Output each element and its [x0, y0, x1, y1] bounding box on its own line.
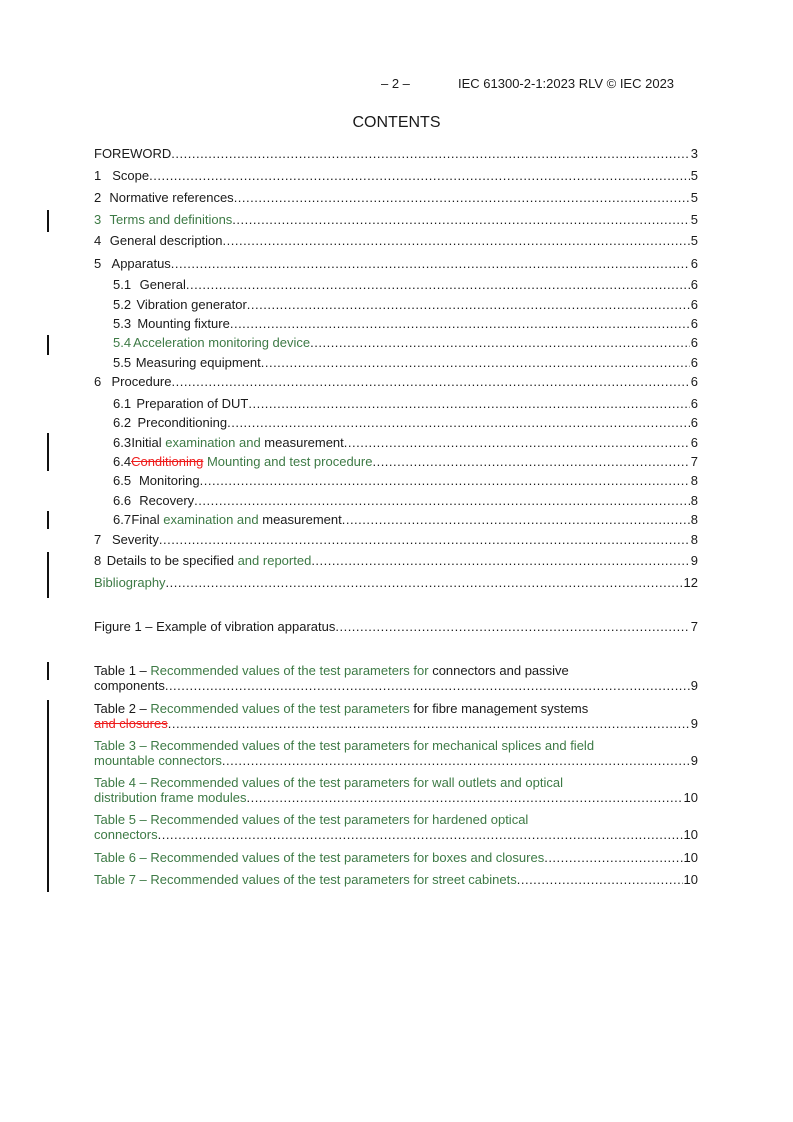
- deleted-text: and closures: [94, 716, 168, 731]
- entry-title: [94, 872, 517, 888]
- page-number: 9: [690, 753, 698, 768]
- entry-title: [112, 374, 172, 390]
- dot-leader: [544, 850, 682, 866]
- entry-text: measurement: [258, 512, 342, 527]
- dot-leader: [171, 374, 689, 390]
- toc-entry[interactable]: [94, 619, 698, 635]
- added-text: distribution frame modules: [94, 790, 247, 805]
- entry-title: [133, 335, 310, 351]
- dot-leader: [246, 790, 682, 806]
- toc-entry[interactable]: [94, 168, 698, 184]
- page-number: 7: [690, 454, 698, 469]
- toc-entry[interactable]: [94, 233, 698, 249]
- toc-entry[interactable]: [94, 454, 698, 470]
- change-bar: [47, 433, 49, 471]
- change-bar: [47, 552, 49, 598]
- added-text: Bibliography: [94, 575, 166, 590]
- change-bar: [47, 511, 49, 529]
- dot-leader: [227, 415, 690, 431]
- page-number: 6: [690, 277, 698, 292]
- page-number: 8: [690, 473, 698, 488]
- entry-title: [94, 850, 544, 866]
- toc-entry[interactable]: [94, 553, 698, 569]
- entry-text: Details to be specified: [106, 553, 238, 568]
- added-text: Recommended values of the test parameters for: [150, 663, 429, 678]
- entry-title: [139, 473, 200, 489]
- toc-entry[interactable]: [94, 335, 698, 351]
- entry-title: [94, 775, 563, 791]
- entry-title: [112, 256, 171, 272]
- entry-text: Table 1 –: [94, 663, 151, 678]
- page-number: 10: [683, 827, 698, 842]
- toc-entry-continuation[interactable]: [94, 827, 698, 843]
- change-bar: [47, 335, 49, 355]
- toc-entry-continuation[interactable]: [94, 790, 698, 806]
- entry-title: [136, 355, 261, 371]
- section-number: 6.4: [113, 454, 132, 469]
- toc-entry-continuation[interactable]: [94, 678, 698, 694]
- toc-entry[interactable]: [94, 190, 698, 206]
- entry-title: [136, 297, 246, 313]
- entry-title-continuation: [94, 716, 168, 732]
- entry-text: Recovery: [139, 493, 195, 508]
- added-text: Terms and definitions: [109, 212, 233, 227]
- toc-entry[interactable]: [94, 316, 698, 332]
- toc-entry[interactable]: [94, 355, 698, 371]
- toc-entry[interactable]: [94, 532, 698, 548]
- change-bar: [47, 210, 49, 232]
- dot-leader: [165, 678, 690, 694]
- entry-title: [109, 212, 232, 228]
- dot-leader: [171, 146, 689, 162]
- added-text: Table 6 – Recommended values of the test parameters for boxes and closures: [94, 850, 545, 865]
- entry-title-continuation: [94, 827, 158, 843]
- section-number: 6.6: [113, 493, 132, 508]
- page-number: 3: [690, 146, 698, 161]
- toc-entry[interactable]: [94, 435, 698, 451]
- entry-title: [94, 701, 588, 717]
- section-number: 6.7: [113, 512, 132, 527]
- dot-leader: [247, 297, 690, 313]
- entry-text: Apparatus: [111, 256, 171, 271]
- toc-entry[interactable]: [94, 212, 698, 228]
- toc-entry[interactable]: [94, 396, 698, 412]
- dot-leader: [230, 316, 690, 332]
- added-text: Table 3 – Recommended values of the test parameters for mechanical splices and field: [94, 738, 595, 753]
- entry-title: [94, 146, 171, 162]
- entry-title: [137, 415, 227, 431]
- dot-leader: [166, 575, 683, 591]
- dot-leader: [261, 355, 690, 371]
- entry-title: [94, 619, 335, 635]
- section-number: 4: [94, 233, 102, 248]
- dot-leader: [248, 396, 689, 412]
- entry-title: [94, 575, 166, 591]
- page-number: 6: [690, 297, 698, 312]
- entry-title: [94, 738, 594, 754]
- section-number: 5.3: [113, 316, 132, 331]
- toc-entry[interactable]: [94, 415, 698, 431]
- toc-entry[interactable]: [94, 297, 698, 313]
- page-number: 6: [690, 374, 698, 389]
- dot-leader: [342, 512, 690, 528]
- page-number: 6: [690, 355, 698, 370]
- page-number: 5: [690, 233, 698, 248]
- entry-title: [94, 663, 569, 679]
- section-number: 5.1: [113, 277, 132, 292]
- section-number: 7: [94, 532, 102, 547]
- page-number: 5: [690, 190, 698, 205]
- entry-text: Severity: [111, 532, 159, 547]
- entry-title: [136, 396, 248, 412]
- section-number: 6.1: [113, 396, 132, 411]
- page-number: 7: [690, 619, 698, 634]
- toc-entry[interactable]: [94, 146, 698, 162]
- entry-text: Vibration generator: [136, 297, 247, 312]
- added-text: Acceleration monitoring device: [133, 335, 311, 350]
- section-number: 6: [94, 374, 102, 389]
- dot-leader: [149, 168, 690, 184]
- entry-title-continuation: [94, 790, 246, 806]
- added-text: examination and: [163, 512, 259, 527]
- header-document-id: IEC 61300-2-1:2023 RLV © IEC 2023: [458, 76, 675, 91]
- page-number: 10: [683, 790, 698, 805]
- toc-entry-continuation[interactable]: [94, 753, 698, 769]
- entry-text: components: [94, 678, 165, 693]
- added-text: Table 4 – Recommended values of the test parameters for wall outlets and optical: [94, 775, 563, 790]
- toc-entry[interactable]: [94, 575, 698, 591]
- toc-entry[interactable]: [94, 374, 698, 390]
- entry-title: [139, 493, 194, 509]
- entry-text: Figure 1 – Example of vibration apparatus: [94, 619, 336, 634]
- toc-entry[interactable]: [94, 256, 698, 272]
- section-number: 6.2: [113, 415, 132, 430]
- entry-title: [110, 233, 223, 249]
- dot-leader: [223, 233, 690, 249]
- entry-title-continuation: [94, 753, 222, 769]
- toc-entry[interactable]: [94, 775, 698, 791]
- added-text: examination and: [165, 435, 261, 450]
- page-number: 6: [690, 396, 698, 411]
- entry-text: Scope: [112, 168, 150, 183]
- entry-title: [94, 812, 528, 828]
- entry-title: [140, 277, 186, 293]
- entry-text: FOREWORD: [94, 146, 172, 161]
- change-bar: [47, 662, 49, 680]
- dot-leader: [335, 619, 689, 635]
- section-number: 2: [94, 190, 102, 205]
- section-number: 5.4: [113, 335, 132, 350]
- dot-leader: [171, 256, 690, 272]
- dot-leader: [517, 872, 683, 888]
- dot-leader: [310, 335, 690, 351]
- entry-text: Initial: [131, 435, 166, 450]
- added-text: Recommended values of the test parameters: [150, 701, 410, 716]
- dot-leader: [232, 212, 689, 228]
- entry-title: [131, 512, 341, 528]
- entry-text: Mounting fixture: [137, 316, 230, 331]
- page-number: 12: [683, 575, 698, 590]
- page-number: 8: [690, 512, 698, 527]
- dot-leader: [222, 753, 690, 769]
- dot-leader: [168, 716, 690, 732]
- entry-title: [112, 168, 149, 184]
- page-number: 9: [690, 553, 698, 568]
- dot-leader: [186, 277, 690, 293]
- toc-entry[interactable]: [94, 872, 698, 888]
- dot-leader: [344, 435, 690, 451]
- toc-entry[interactable]: [94, 701, 698, 717]
- section-number: 5.2: [113, 297, 132, 312]
- section-number: 5.5: [113, 355, 132, 370]
- entry-text: connectors and passive: [428, 663, 569, 678]
- page-number: 10: [683, 850, 698, 865]
- section-number: 5: [94, 256, 102, 271]
- added-text: Table 7 – Recommended values of the test parameters for street cabinets: [94, 872, 517, 887]
- entry-text: Procedure: [111, 374, 172, 389]
- page-number: 5: [690, 168, 698, 183]
- toc-entry-continuation[interactable]: [94, 716, 698, 732]
- entry-text: Preparation of DUT: [136, 396, 249, 411]
- page-number: 9: [690, 678, 698, 693]
- page-number: 6: [690, 335, 698, 350]
- added-text: Table 5 – Recommended values of the test parameters for hardened optical: [94, 812, 529, 827]
- entry-text: Normative references: [109, 190, 234, 205]
- entry-title: [131, 435, 343, 451]
- entry-text: General: [139, 277, 186, 292]
- dot-leader: [372, 454, 689, 470]
- toc-entry[interactable]: [94, 493, 698, 509]
- entry-text: Monitoring: [138, 473, 200, 488]
- toc-entry[interactable]: [94, 277, 698, 293]
- header-page-number: – 2 –: [381, 76, 410, 91]
- page-number: 9: [690, 716, 698, 731]
- toc-entry[interactable]: [94, 850, 698, 866]
- dot-leader: [194, 493, 690, 509]
- page-number: 6: [690, 256, 698, 271]
- added-text: Mounting and test procedure: [203, 454, 373, 469]
- entry-title: [131, 454, 372, 470]
- entry-text: Table 2 –: [94, 701, 151, 716]
- page-number: 8: [690, 532, 698, 547]
- toc-entry[interactable]: [94, 738, 698, 754]
- entry-title: [107, 553, 312, 569]
- page-number: 6: [690, 316, 698, 331]
- entry-text: Preconditioning: [137, 415, 228, 430]
- section-number: 8: [94, 553, 102, 568]
- section-number: 6.5: [113, 473, 132, 488]
- added-text: and reported: [237, 553, 312, 568]
- page-title: CONTENTS: [352, 114, 441, 131]
- toc-entry[interactable]: [94, 812, 698, 828]
- change-bar: [47, 700, 49, 892]
- page-number: 6: [690, 415, 698, 430]
- dot-leader: [158, 827, 683, 843]
- entry-text: General description: [109, 233, 223, 248]
- page-number: 6: [690, 435, 698, 450]
- entry-text: measurement: [260, 435, 344, 450]
- section-number: 1: [94, 168, 102, 183]
- added-text: connectors: [94, 827, 158, 842]
- page-number: 5: [690, 212, 698, 227]
- section-number: 6.3: [113, 435, 132, 450]
- entry-title: [137, 316, 230, 332]
- entry-title: [112, 532, 159, 548]
- entry-text: for fibre management systems: [409, 701, 589, 716]
- dot-leader: [311, 553, 689, 569]
- page-number: 10: [683, 872, 698, 887]
- entry-title-continuation: [94, 678, 165, 694]
- toc-entry[interactable]: [94, 663, 698, 679]
- entry-text: Final: [131, 512, 164, 527]
- entry-title: [109, 190, 233, 206]
- deleted-text: Conditioning: [131, 454, 204, 469]
- section-number: 3: [94, 212, 102, 227]
- dot-leader: [200, 473, 690, 489]
- toc-entry[interactable]: [94, 473, 698, 489]
- added-text: mountable connectors: [94, 753, 222, 768]
- page-number: 8: [690, 493, 698, 508]
- dot-leader: [159, 532, 690, 548]
- entry-text: Measuring equipment: [135, 355, 261, 370]
- dot-leader: [234, 190, 690, 206]
- toc-entry[interactable]: [94, 512, 698, 528]
